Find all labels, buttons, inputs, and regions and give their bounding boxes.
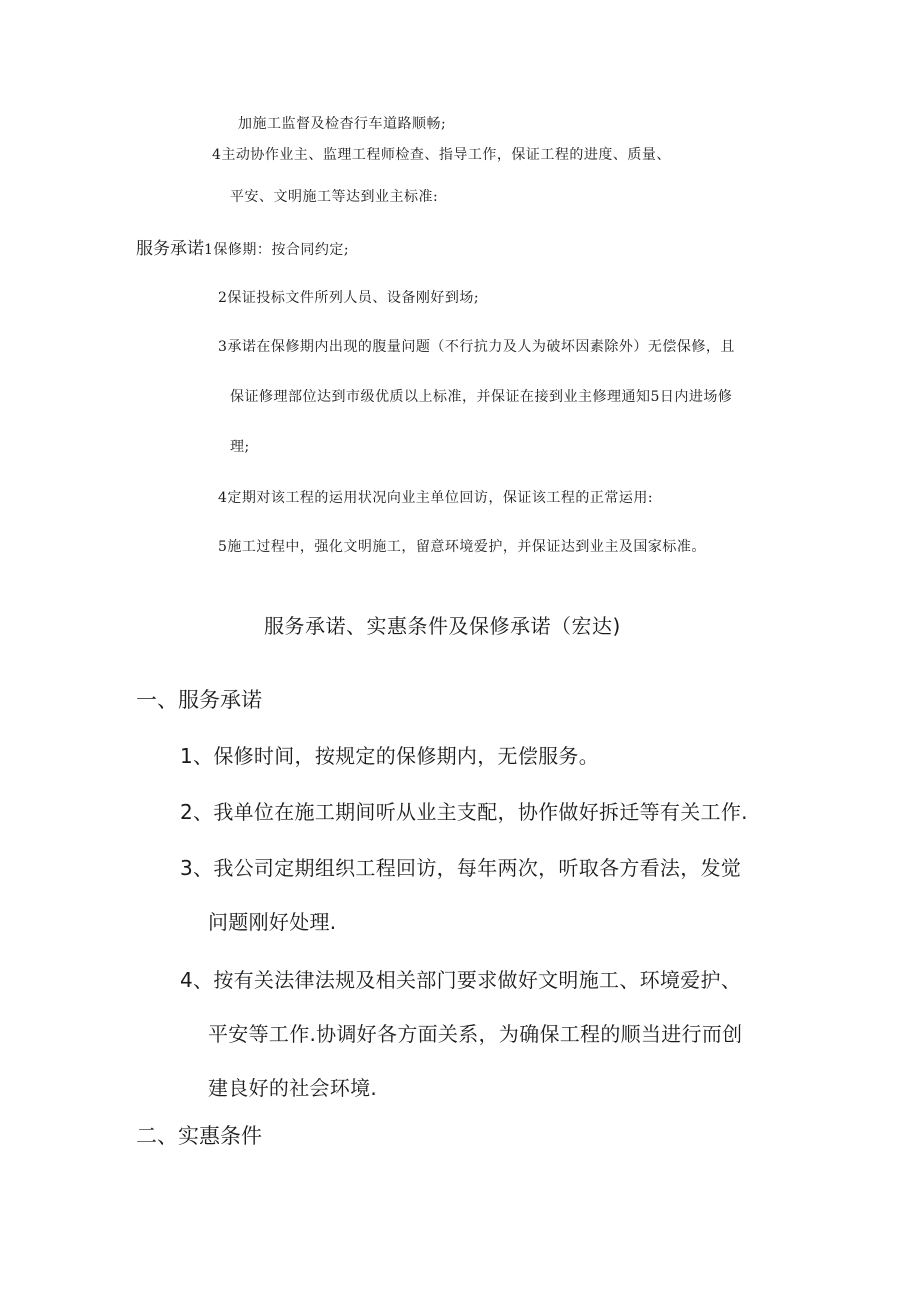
service-label-row	[136, 234, 349, 259]
section-1-paragraph-4-line-1: 4、按有关法律法规及相关部门要求做好文明施工、环境爱护、	[180, 968, 742, 992]
service-item-3-line-1: 3承诺在保修期内出现的腹量问题（不行抗力及人为破坏因素除外）无偿保修，且	[218, 339, 735, 355]
top-line-3: 平安、文明施工等达到业主标准:	[230, 189, 439, 205]
section-1-paragraph-4-line-3: 建良好的社会环境.	[208, 1076, 378, 1100]
service-item-3-line-2: 保证修理部位达到市级优质以上标准，并保证在接到业主修理通知5日内进场修	[230, 389, 733, 405]
service-item-3-line-3: 理;	[230, 439, 250, 455]
service-item-4: 4定期对该工程的运用状况向业主单位回访，保证该工程的正常运用:	[218, 490, 654, 506]
service-label: 服务承诺	[136, 239, 204, 259]
service-item-5: 5施工过程中，强化文明施工，留意环境爱护，并保证达到业主及国家标准。	[218, 539, 706, 555]
service-item-1: 1保修期：按合同约定;	[204, 242, 350, 258]
document-title: 服务承诺、实惠条件及保修承诺（宏达)	[264, 614, 621, 638]
service-item-2: 2保证投标文件所列人员、设备刚好到场;	[218, 290, 480, 306]
top-line-1: 加施工监督及检杳行车道路顺畅;	[238, 116, 447, 132]
section-1-heading: 一、服务承诺	[136, 688, 262, 712]
top-line-2: 4主动协作业主、监理工程师检查、指导工作，保证工程的进度、质量、	[212, 147, 671, 163]
section-1-paragraph-1: 1、保修时间，按规定的保修期内，无偿服务。	[180, 744, 600, 768]
section-2-heading: 二、实惠条件	[136, 1124, 262, 1148]
section-1-paragraph-3-line-2: 问题刚好处理.	[208, 910, 337, 934]
section-1-paragraph-4-line-2: 平安等工作.协调好各方面关系，为确保工程的顺当进行而创	[208, 1022, 743, 1046]
section-1-paragraph-3-line-1: 3、我公司定期组织工程回访，每年两次，听取各方看法，发觉	[180, 856, 742, 880]
section-1-paragraph-2: 2、我单位在施工期间听从业主支配，协作做好拆迁等有关工作.	[180, 800, 748, 824]
